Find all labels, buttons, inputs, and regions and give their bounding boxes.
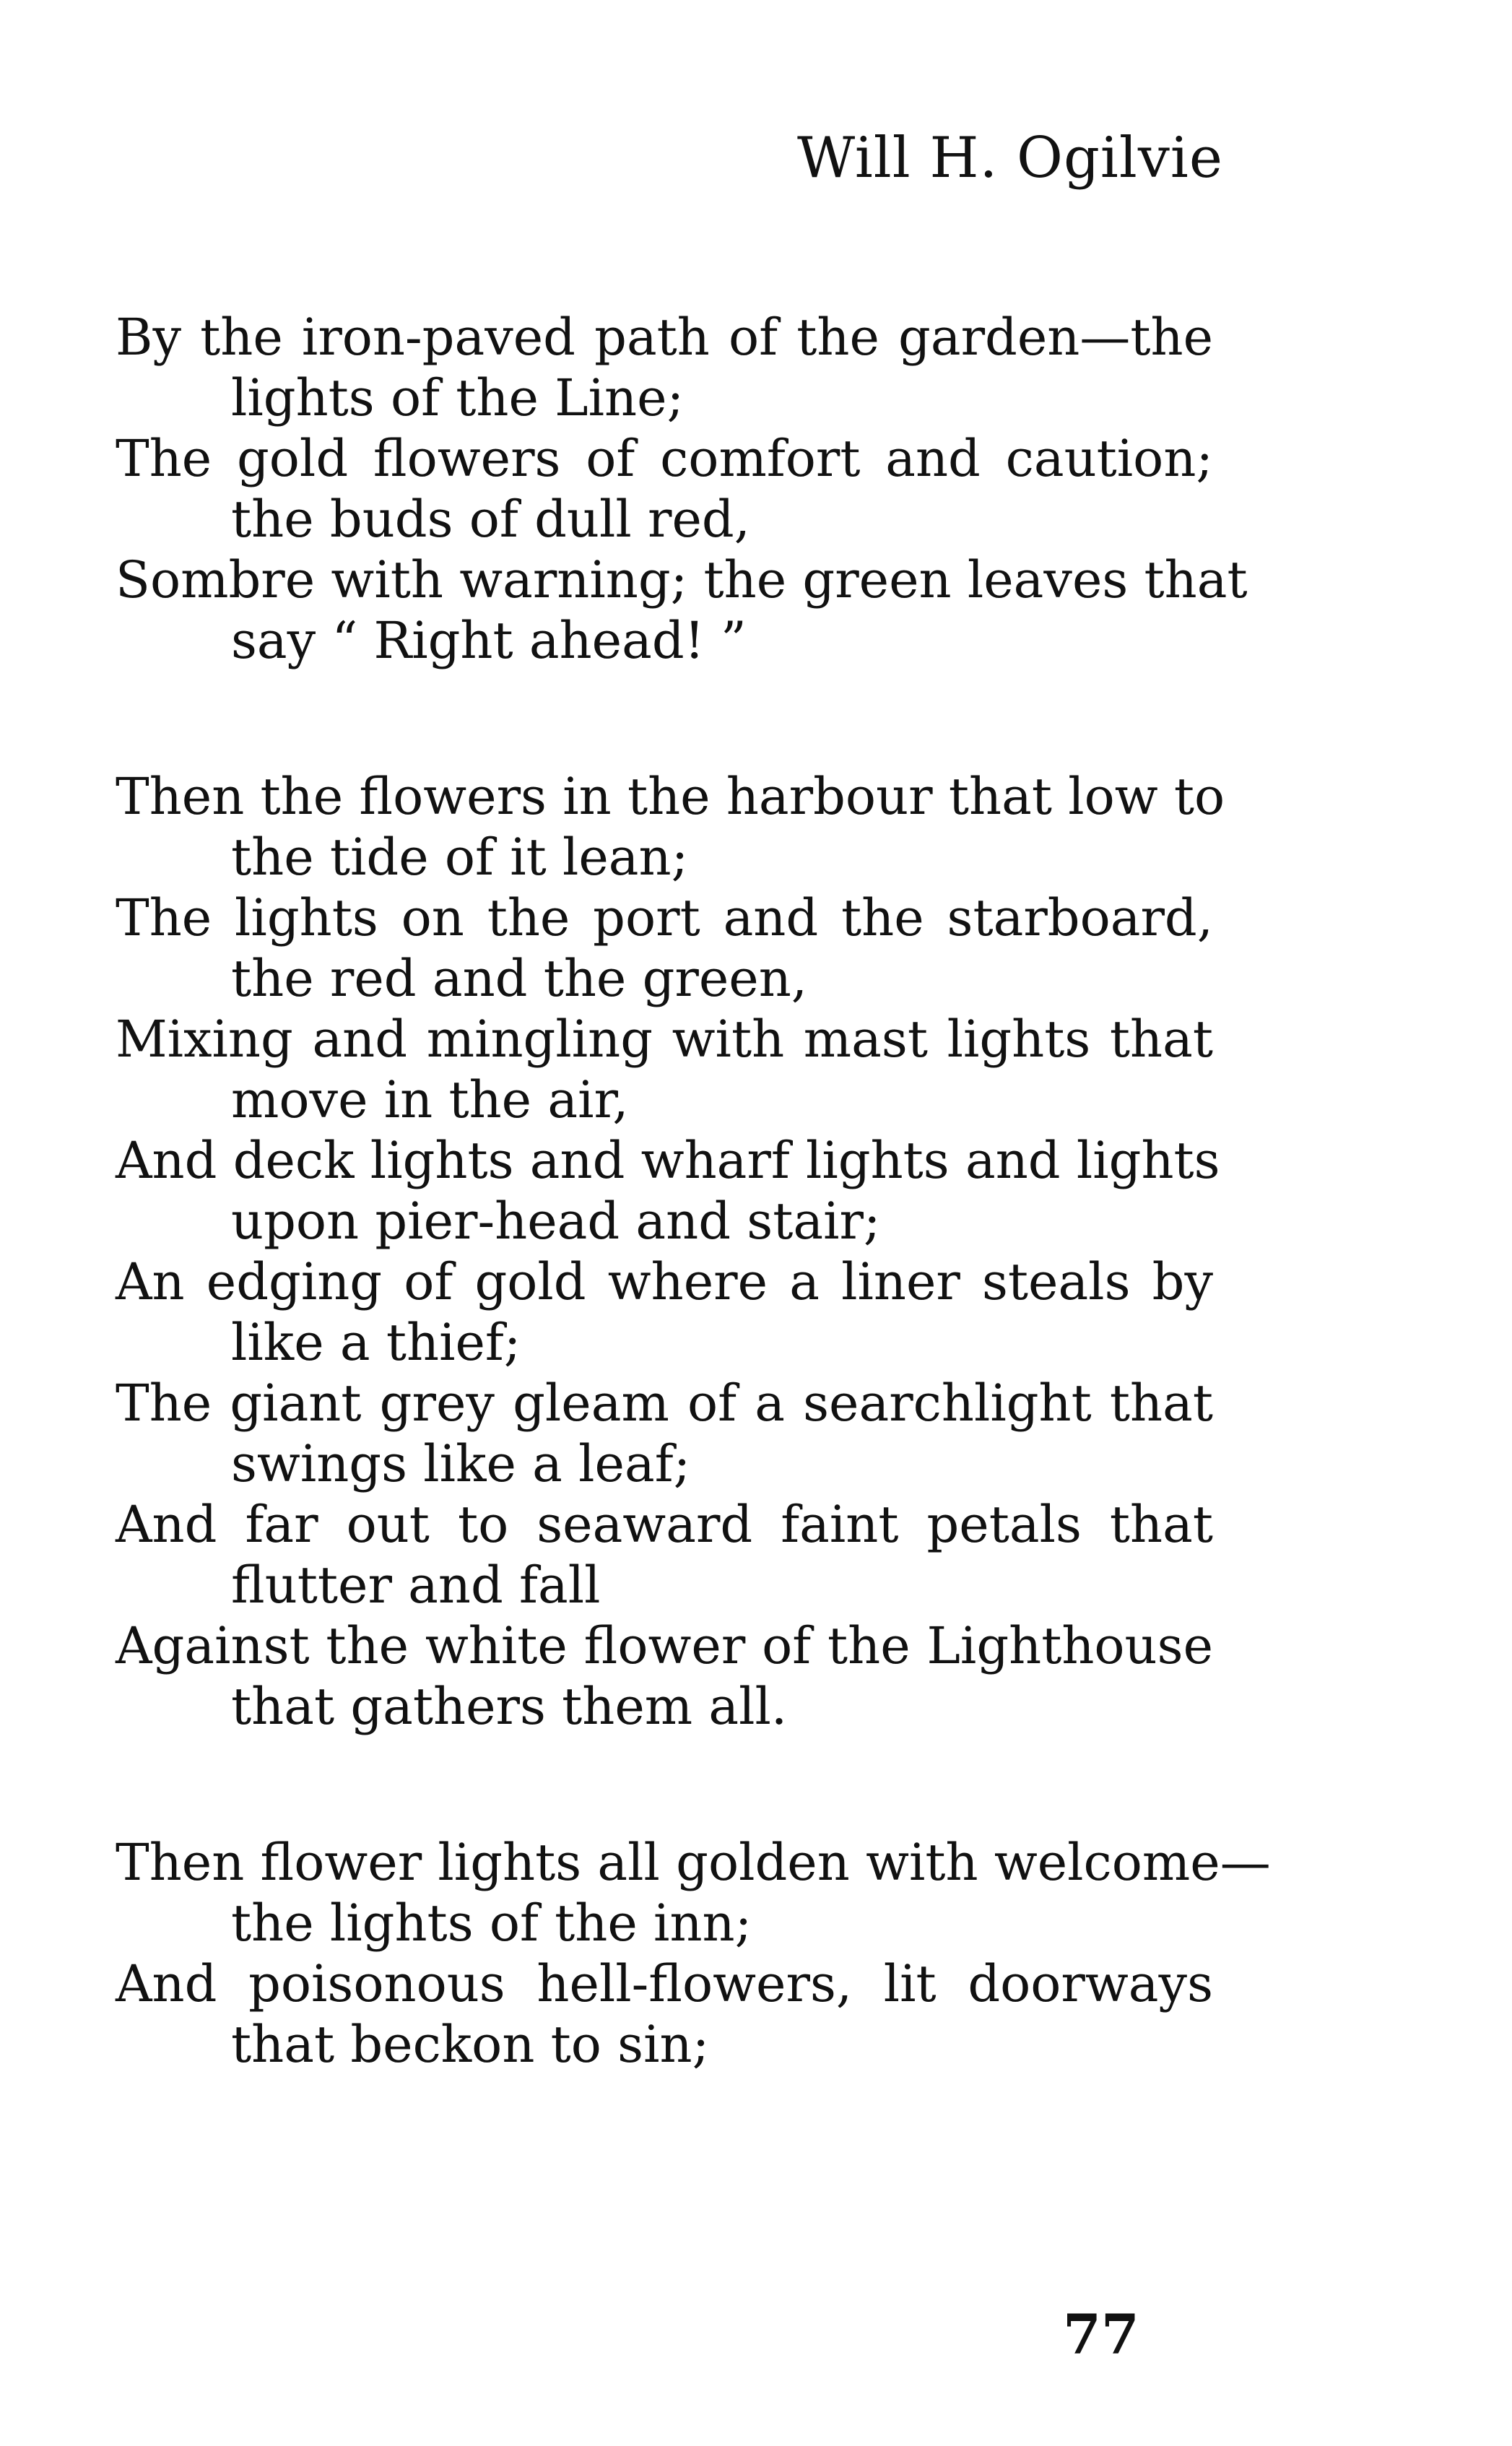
poem-body bbox=[116, 307, 1271, 2170]
stanza-2 bbox=[116, 766, 1225, 1737]
poem-line: And deck lights and wharf lights and lights bbox=[116, 1131, 1220, 1190]
poem-line-continuation: the buds of dull red, bbox=[231, 490, 750, 549]
poem-line: And poisonous hell-flowers, lit doorways bbox=[116, 1954, 1213, 2013]
running-head-author: Will H. Ogilvie bbox=[797, 126, 1223, 191]
poem-line-continuation: the red and the green, bbox=[231, 949, 808, 1008]
poem-line-continuation: swings like a leaf; bbox=[231, 1434, 691, 1493]
poem-line: Against the white flower of the Lighthouse bbox=[116, 1616, 1213, 1675]
poem-line: Mixing and mingling with mast lights that bbox=[116, 1010, 1213, 1069]
stanza-3 bbox=[116, 1832, 1271, 2075]
poem-line: Sombre with warning; the green leaves that bbox=[116, 550, 1248, 610]
poem-line-continuation: say “ Right ahead! ” bbox=[231, 611, 747, 670]
poem-line-continuation: upon pier-head and stair; bbox=[231, 1192, 881, 1251]
poem-line: Then flower lights all golden with welcome— bbox=[116, 1833, 1271, 1892]
poem-line: The lights on the port and the starboard, bbox=[116, 888, 1213, 947]
poem-line: The gold flowers of comfort and caution; bbox=[116, 429, 1213, 488]
poem-line-continuation: the tide of it lean; bbox=[231, 828, 689, 887]
poem-line: An edging of gold where a liner steals by bbox=[116, 1252, 1213, 1311]
stanza-1 bbox=[116, 307, 1248, 671]
poem-line-continuation: like a thief; bbox=[231, 1313, 521, 1372]
poem-line-continuation: that beckon to sin; bbox=[231, 2015, 710, 2074]
poem-line: And far out to seaward faint petals that bbox=[116, 1495, 1213, 1554]
poem-line-continuation: flutter and fall bbox=[231, 1556, 601, 1615]
poem-line: By the iron-paved path of the garden—the bbox=[116, 308, 1213, 367]
poem-line-continuation: lights of the Line; bbox=[231, 368, 685, 428]
poem-line-continuation: the lights of the inn; bbox=[231, 1894, 752, 1953]
poem-line: Then the flowers in the harbour that low to bbox=[116, 767, 1225, 826]
poem-line: The giant grey gleam of a searchlight that bbox=[116, 1374, 1213, 1433]
poem-line-continuation: that gathers them all. bbox=[231, 1677, 788, 1736]
page-number: 77 bbox=[1063, 2302, 1139, 2367]
poem-line-continuation: move in the air, bbox=[231, 1070, 629, 1129]
